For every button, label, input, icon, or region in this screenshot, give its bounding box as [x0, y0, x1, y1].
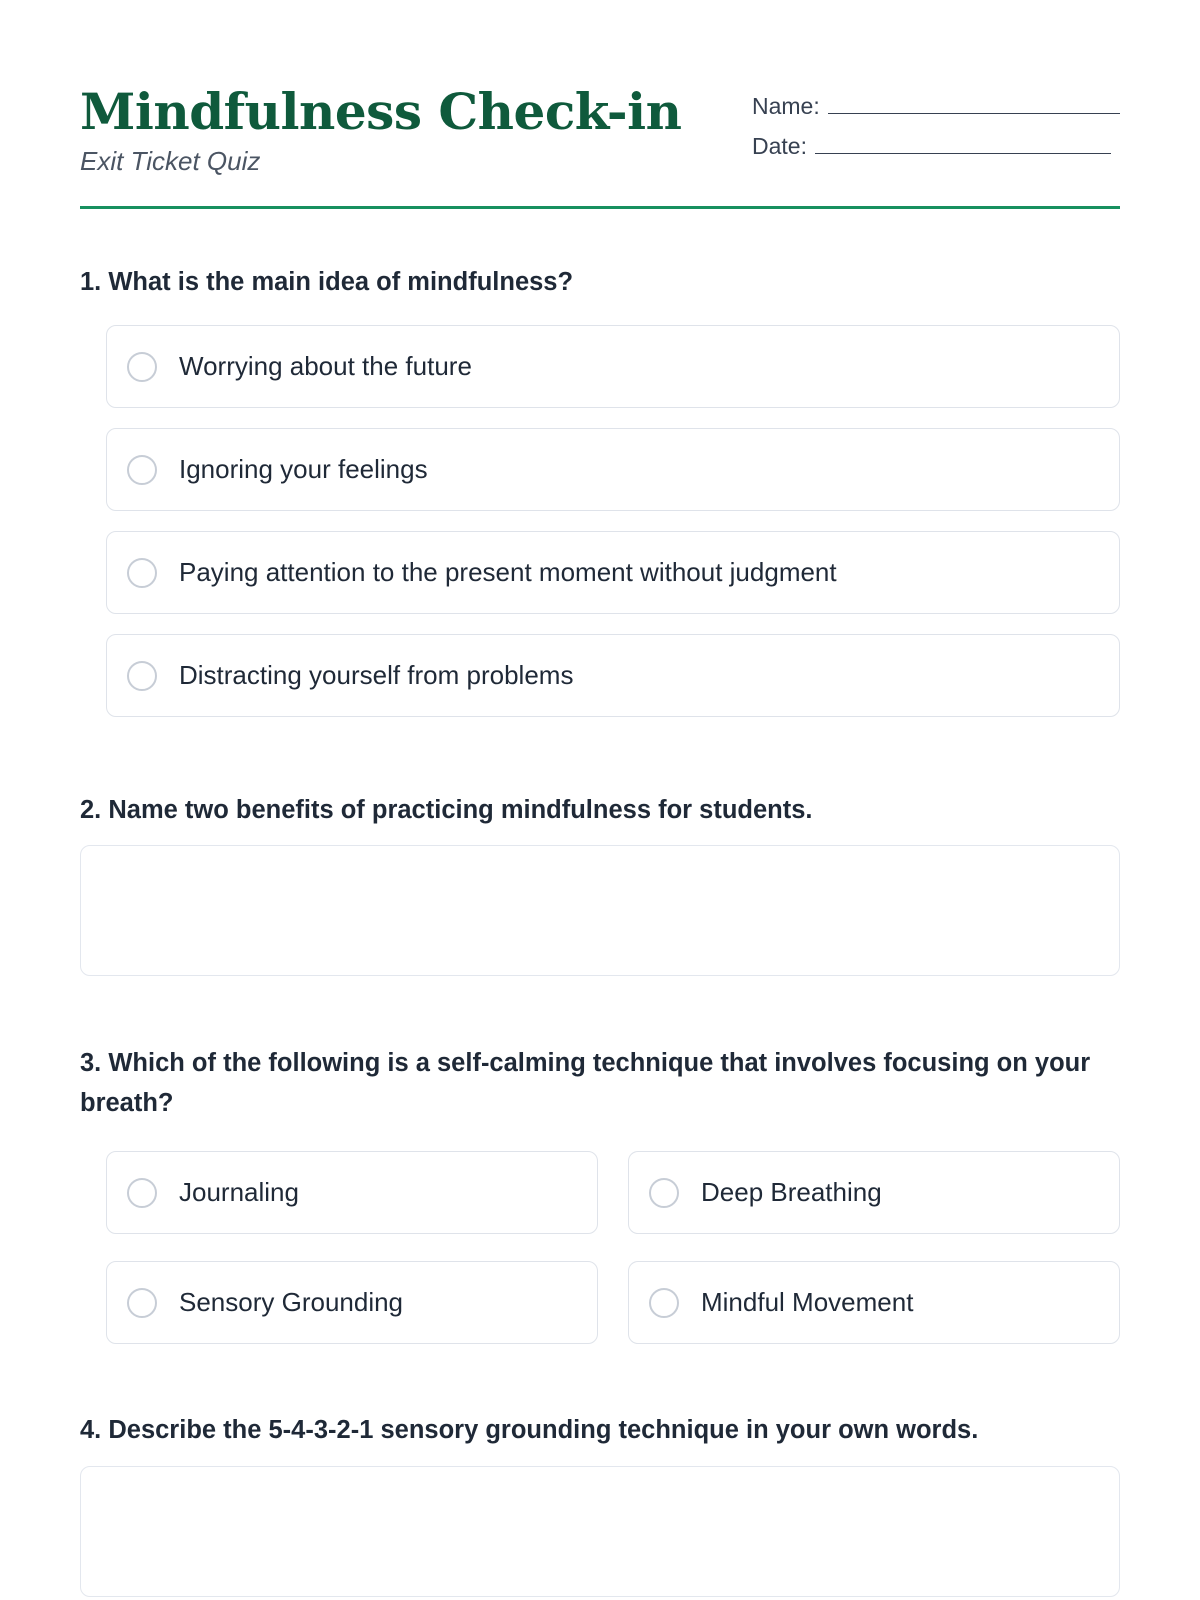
- radio-button-icon[interactable]: [649, 1288, 679, 1318]
- q3-option-4-label: Mindful Movement: [701, 1287, 914, 1317]
- name-label: Name:: [752, 93, 820, 119]
- radio-button-icon[interactable]: [127, 352, 157, 382]
- name-row: [752, 80, 1120, 120]
- name-blank-line[interactable]: [828, 87, 1120, 114]
- radio-button-icon[interactable]: [649, 1178, 679, 1208]
- page-subtitle: Exit Ticket Quiz: [80, 146, 261, 176]
- page-header: [80, 0, 1120, 210]
- q1-option-1-label: Worrying about the future: [179, 351, 472, 381]
- date-row: [752, 120, 1120, 160]
- question-2-text: 2. Name two benefits of practicing mindfulness for students.: [80, 796, 813, 824]
- q3-option-2-label: Deep Breathing: [701, 1177, 882, 1207]
- q3-option-3-label: Sensory Grounding: [179, 1287, 404, 1317]
- header-divider: [80, 206, 1120, 209]
- date-blank-line[interactable]: [815, 127, 1111, 154]
- q3-option-1[interactable]: [106, 1151, 598, 1234]
- date-label: Date:: [752, 133, 807, 159]
- student-info: [752, 80, 1120, 160]
- q1-option-1[interactable]: [106, 325, 1120, 408]
- radio-button-icon[interactable]: [127, 455, 157, 485]
- radio-button-icon[interactable]: [127, 558, 157, 588]
- page-title: Mindfulness Check-in: [80, 82, 682, 141]
- radio-button-icon[interactable]: [127, 1288, 157, 1318]
- q1-option-2[interactable]: [106, 428, 1120, 511]
- q1-option-4-label: Distracting yourself from problems: [179, 660, 574, 690]
- question-1-text: 1. What is the main idea of mindfulness?: [80, 268, 574, 296]
- q3-option-4[interactable]: [628, 1261, 1120, 1344]
- q3-option-2[interactable]: [628, 1151, 1120, 1234]
- q3-option-1-label: Journaling: [179, 1177, 299, 1207]
- q1-option-3-label: Paying attention to the present moment without judgment: [179, 557, 837, 587]
- question-4-text: 4. Describe the 5-4-3-2-1 sensory grounding technique in your own words.: [80, 1416, 979, 1444]
- q1-option-4[interactable]: [106, 634, 1120, 717]
- question-3-text: 3. Which of the following is a self-calming technique that involves focusing on your breath?: [80, 1049, 1091, 1117]
- q1-option-3[interactable]: [106, 531, 1120, 614]
- q3-option-3[interactable]: [106, 1261, 598, 1344]
- q2-answer-box[interactable]: [80, 845, 1120, 976]
- radio-button-icon[interactable]: [127, 661, 157, 691]
- radio-button-icon[interactable]: [127, 1178, 157, 1208]
- q1-option-2-label: Ignoring your feelings: [179, 454, 428, 484]
- q4-answer-box[interactable]: [80, 1466, 1120, 1597]
- quiz-page: [80, 0, 1120, 1444]
